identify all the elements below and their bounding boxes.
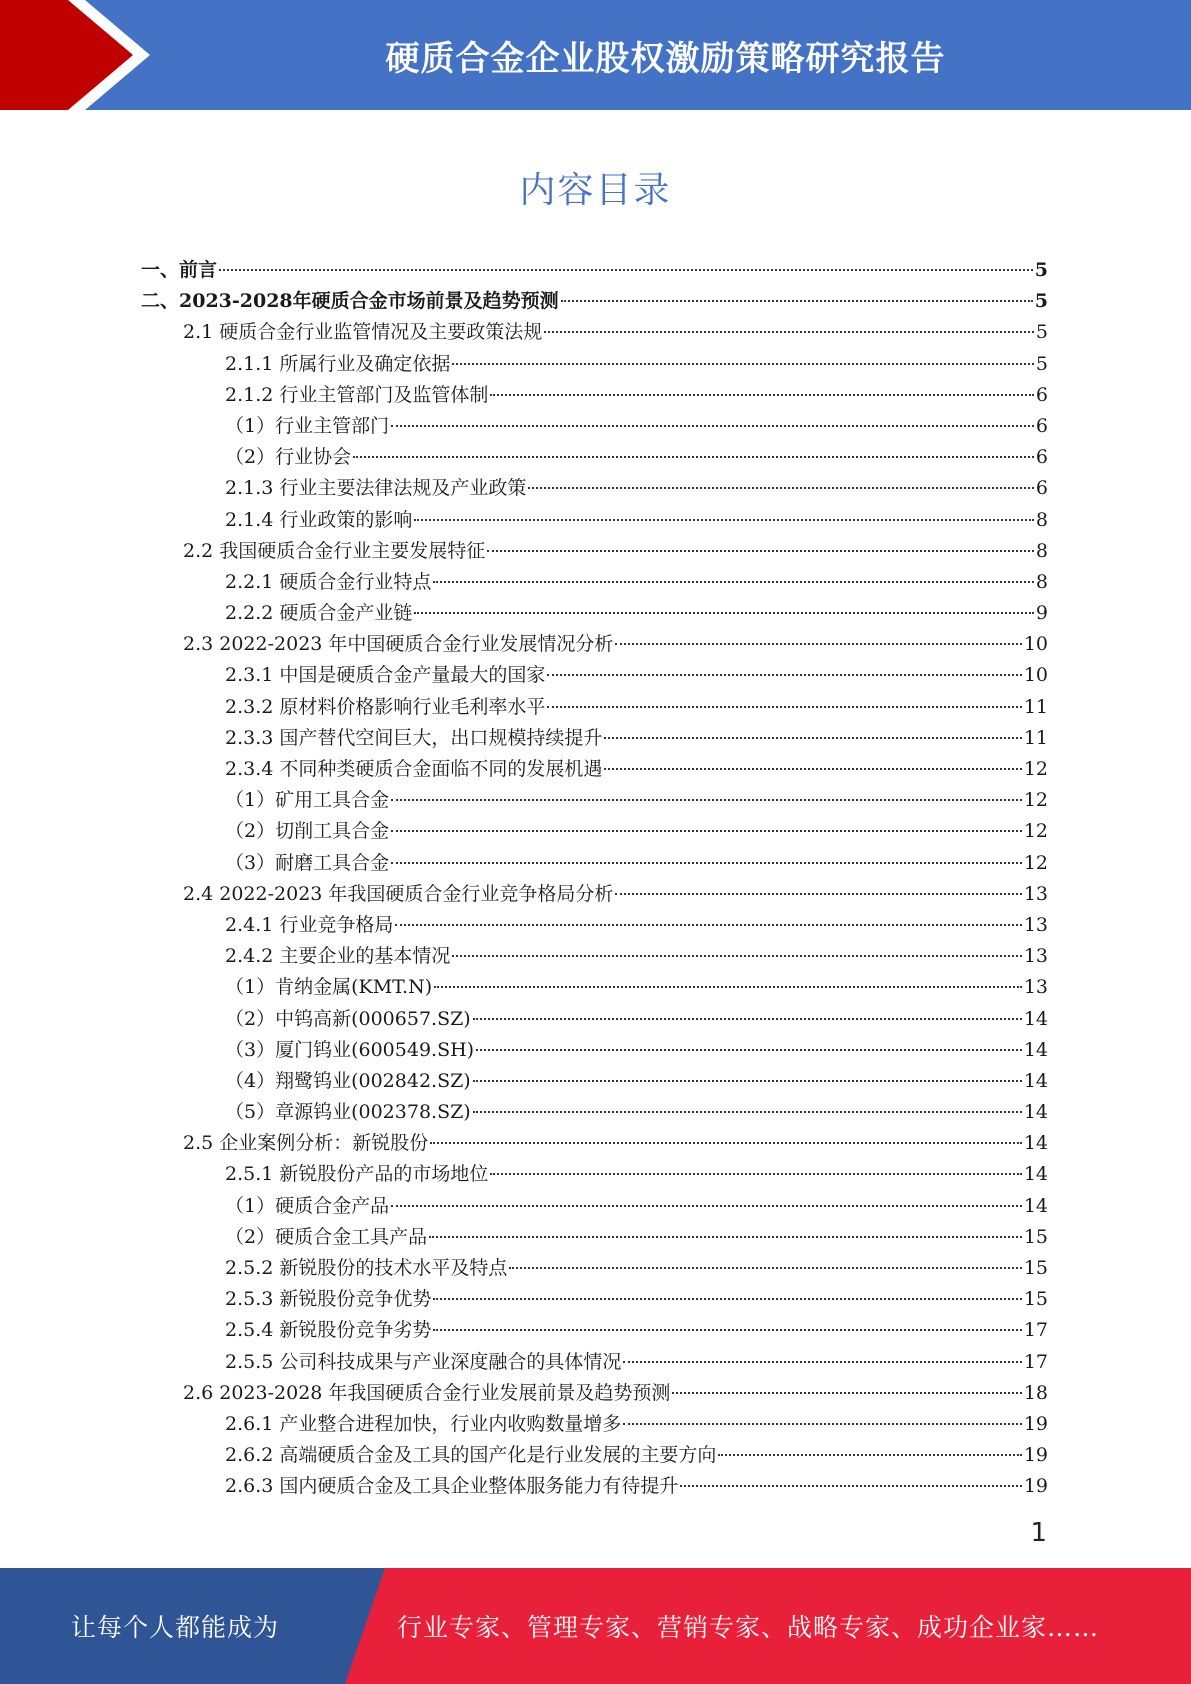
toc-entry[interactable]: [141, 910, 1048, 941]
toc-dot-leader: [615, 893, 1021, 895]
toc-entry-page: 9: [1035, 602, 1048, 625]
toc-entry-title: （4）翔鹭钨业(002842.SZ): [225, 1069, 471, 1092]
toc-dot-leader: [476, 1049, 1022, 1051]
toc-entry[interactable]: [141, 1035, 1048, 1066]
toc-entry-title: （5）章源钨业(002378.SZ): [225, 1101, 471, 1124]
toc-dot-leader: [353, 456, 1034, 458]
toc-entry[interactable]: [141, 660, 1048, 691]
toc-entry[interactable]: [141, 1253, 1048, 1284]
toc-dot-leader: [391, 862, 1022, 864]
toc-entry-title: 2.5.3 新锐股份竞争优势: [225, 1288, 432, 1311]
toc-entry[interactable]: [141, 598, 1048, 629]
toc-dot-leader: [672, 1392, 1021, 1394]
toc-dot-leader: [414, 612, 1034, 614]
page-number: 1: [1030, 1518, 1047, 1548]
toc-entry-title: 2.1.2 行业主管部门及监管体制: [225, 383, 489, 406]
toc-entry-page: 14: [1023, 1007, 1048, 1030]
toc-entry-page: 8: [1035, 508, 1048, 531]
toc-entry-title: 2.3.3 国产替代空间巨大，出口规模持续提升: [225, 726, 603, 749]
toc-entry-page: 5: [1034, 290, 1048, 313]
toc-dot-leader: [623, 1423, 1021, 1425]
toc-entry[interactable]: [141, 1004, 1048, 1035]
report-title: 硬质合金企业股权激励策略研究报告: [385, 38, 946, 79]
toc-entry-title: 2.3 2022-2023 年中国硬质合金行业发展情况分析: [183, 633, 614, 656]
toc-dot-leader: [395, 924, 1021, 926]
toc-dot-leader: [391, 425, 1034, 427]
toc-entry[interactable]: [141, 1128, 1048, 1159]
toc-entry[interactable]: [141, 1315, 1048, 1346]
toc-entry[interactable]: [141, 1222, 1048, 1253]
red-chevron-icon: [0, 0, 160, 110]
toc-entry[interactable]: [141, 255, 1048, 286]
toc-dot-leader: [452, 955, 1021, 957]
toc-entry[interactable]: [141, 1191, 1048, 1222]
toc-entry-title: 2.6.3 国内硬质合金及工具企业整体服务能力有待提升: [225, 1475, 679, 1498]
toc-entry[interactable]: [141, 1066, 1048, 1097]
toc-dot-leader: [604, 737, 1021, 739]
toc-entry-title: 2.4.1 行业竞争格局: [225, 913, 394, 936]
toc-entry[interactable]: [141, 629, 1048, 660]
toc-entry-page: 14: [1023, 1069, 1048, 1092]
toc-entry-page: 14: [1023, 1038, 1048, 1061]
toc-entry[interactable]: [141, 941, 1048, 972]
footer-slogan-left: 让每个人都能成为: [70, 1613, 279, 1642]
toc-entry-title: 2.3.2 原材料价格影响行业毛利率水平: [225, 695, 546, 718]
toc-entry[interactable]: [141, 442, 1048, 473]
footer-slogan-right: 行业专家、管理专家、营销专家、战略专家、成功企业家……: [396, 1613, 1099, 1642]
toc-entry-page: 12: [1023, 820, 1048, 843]
toc-entry[interactable]: [141, 1347, 1048, 1378]
toc-dot-leader: [561, 300, 1033, 302]
toc-dot-leader: [544, 331, 1034, 333]
toc-entry-page: 13: [1023, 913, 1048, 936]
toc-entry-page: 8: [1035, 570, 1048, 593]
toc-entry[interactable]: [141, 286, 1048, 317]
toc-entry[interactable]: [141, 785, 1048, 816]
toc-entry-title: （1）行业主管部门: [225, 414, 390, 437]
toc-dot-leader: [680, 1485, 1021, 1487]
toc-entry-title: （3）耐磨工具合金: [225, 851, 390, 874]
toc-dot-leader: [615, 643, 1021, 645]
toc-dot-leader: [391, 830, 1022, 832]
toc-dot-leader: [391, 799, 1022, 801]
toc-entry[interactable]: [141, 723, 1048, 754]
toc-entry-title: 2.1.1 所属行业及确定依据: [225, 352, 451, 375]
table-of-contents: [141, 255, 1048, 1503]
toc-entry-title: 2.5 企业案例分析：新锐股份: [183, 1132, 429, 1155]
toc-entry-page: 6: [1035, 477, 1048, 500]
toc-dot-leader: [487, 550, 1034, 552]
toc-entry-page: 5: [1035, 321, 1048, 344]
toc-entry-page: 14: [1023, 1101, 1048, 1124]
toc-entry-title: （2）硬质合金工具产品: [225, 1225, 428, 1248]
toc-dot-leader: [528, 487, 1034, 489]
toc-dot-leader: [452, 363, 1034, 365]
toc-entry-page: 5: [1034, 259, 1048, 281]
toc-entry[interactable]: [141, 317, 1048, 348]
toc-dot-leader: [604, 768, 1021, 770]
toc-entry[interactable]: [141, 754, 1048, 785]
toc-entry[interactable]: [141, 1378, 1048, 1409]
toc-dot-leader: [473, 1111, 1022, 1113]
toc-entry-title: 一、前言: [141, 259, 218, 281]
toc-entry-title: （1）肯纳金属(KMT.N): [225, 976, 433, 999]
toc-entry-title: 2.5.4 新锐股份竞争劣势: [225, 1319, 432, 1342]
toc-entry-title: （3）厦门钨业(600549.SH): [225, 1038, 475, 1061]
toc-entry[interactable]: [141, 1284, 1048, 1315]
toc-entry-title: 2.1 硬质合金行业监管情况及主要政策法规: [183, 321, 543, 344]
toc-entry-page: 12: [1023, 789, 1048, 812]
toc-entry-page: 15: [1023, 1225, 1048, 1248]
toc-entry-title: 2.2.2 硬质合金产业链: [225, 602, 413, 625]
toc-entry-page: 19: [1023, 1412, 1048, 1435]
toc-entry[interactable]: [141, 380, 1048, 411]
toc-dot-leader: [473, 1018, 1022, 1020]
page-footer: [0, 1568, 1191, 1684]
toc-dot-leader: [429, 1236, 1022, 1238]
toc-entry[interactable]: [141, 473, 1048, 504]
toc-entry-title: 2.6 2023-2028 年我国硬质合金行业发展前景及趋势预测: [183, 1381, 671, 1404]
toc-entry[interactable]: [141, 879, 1048, 910]
toc-entry-page: 6: [1035, 414, 1048, 437]
toc-dot-leader: [433, 1329, 1021, 1331]
toc-entry-page: 13: [1023, 882, 1048, 905]
toc-entry-page: 13: [1023, 945, 1048, 968]
toc-dot-leader: [623, 1361, 1021, 1363]
toc-dot-leader: [718, 1454, 1021, 1456]
toc-entry[interactable]: [141, 1097, 1048, 1128]
toc-dot-leader: [430, 1142, 1022, 1144]
toc-entry[interactable]: [141, 1159, 1048, 1190]
toc-entry-page: 14: [1023, 1194, 1048, 1217]
toc-dot-leader: [509, 1267, 1021, 1269]
toc-entry[interactable]: [141, 1440, 1048, 1471]
toc-entry-page: 15: [1023, 1257, 1048, 1279]
toc-dot-leader: [433, 1298, 1021, 1300]
toc-entry-page: 11: [1023, 695, 1048, 718]
toc-dot-leader: [473, 1080, 1022, 1082]
toc-entry-title: （1）硬质合金产品: [225, 1194, 390, 1217]
toc-entry[interactable]: [141, 505, 1048, 536]
toc-entry-title: 二、2023-2028年硬质合金市场前景及趋势预测: [141, 290, 559, 313]
toc-dot-leader: [433, 581, 1034, 583]
toc-entry-page: 12: [1023, 851, 1048, 874]
toc-entry-page: 19: [1023, 1444, 1048, 1467]
toc-entry-title: （2）行业协会: [225, 446, 352, 469]
toc-entry[interactable]: [141, 848, 1048, 879]
toc-entry-page: 17: [1023, 1319, 1048, 1342]
toc-entry-page: 6: [1035, 446, 1048, 469]
toc-entry-page: 11: [1023, 726, 1048, 749]
toc-entry-title: 2.3.4 不同种类硬质合金面临不同的发展机遇: [225, 758, 603, 780]
toc-dot-leader: [391, 1205, 1022, 1207]
toc-entry-page: 19: [1023, 1475, 1048, 1498]
toc-entry-title: 2.3.1 中国是硬质合金产量最大的国家: [225, 664, 546, 687]
toc-entry[interactable]: [141, 411, 1048, 442]
toc-entry-title: 2.6.2 高端硬质合金及工具的国产化是行业发展的主要方向: [225, 1444, 717, 1467]
toc-entry-title: 2.5.5 公司科技成果与产业深度融合的具体情况: [225, 1350, 622, 1373]
toc-entry-title: 2.5.1 新锐股份产品的市场地位: [225, 1163, 489, 1186]
page-header: [0, 0, 1191, 110]
toc-entry-title: （1）矿用工具合金: [225, 789, 390, 812]
toc-entry-title: 2.2.1 硬质合金行业特点: [225, 570, 432, 593]
toc-dot-leader: [490, 394, 1034, 396]
toc-entry-page: 10: [1023, 633, 1048, 656]
toc-entry-page: 12: [1023, 758, 1048, 780]
toc-entry-title: 2.5.2 新锐股份的技术水平及特点: [225, 1257, 508, 1279]
toc-entry-page: 5: [1035, 352, 1048, 375]
toc-entry-page: 13: [1023, 976, 1048, 999]
toc-heading: 内容目录: [519, 170, 672, 211]
toc-entry[interactable]: [141, 567, 1048, 598]
toc-dot-leader: [547, 706, 1021, 708]
toc-entry-title: 2.4 2022-2023 年我国硬质合金行业竞争格局分析: [183, 882, 614, 905]
toc-entry-title: 2.1.3 行业主要法律法规及产业政策: [225, 477, 527, 500]
toc-entry-page: 14: [1023, 1163, 1048, 1186]
toc-entry-page: 14: [1023, 1132, 1048, 1155]
toc-entry[interactable]: [141, 1409, 1048, 1440]
toc-entry-page: 8: [1035, 539, 1048, 562]
toc-entry-title: （2）中钨高新(000657.SZ): [225, 1007, 471, 1030]
toc-entry-page: 17: [1023, 1350, 1048, 1373]
toc-entry-page: 6: [1035, 383, 1048, 406]
toc-dot-leader: [219, 269, 1033, 271]
toc-dot-leader: [547, 674, 1021, 676]
toc-entry-title: （2）切削工具合金: [225, 820, 390, 843]
toc-entry-title: 2.6.1 产业整合进程加快，行业内收购数量增多: [225, 1412, 622, 1435]
toc-entry-title: 2.1.4 行业政策的影响: [225, 508, 413, 531]
toc-entry[interactable]: [141, 536, 1048, 567]
toc-entry[interactable]: [141, 1471, 1048, 1502]
toc-entry[interactable]: [141, 972, 1048, 1003]
toc-dot-leader: [490, 1173, 1021, 1175]
toc-entry-page: 15: [1023, 1288, 1048, 1311]
toc-entry-page: 18: [1023, 1381, 1048, 1404]
toc-entry-title: 2.2 我国硬质合金行业主要发展特征: [183, 539, 486, 562]
toc-entry[interactable]: [141, 349, 1048, 380]
toc-entry[interactable]: [141, 816, 1048, 847]
toc-dot-leader: [414, 519, 1034, 521]
toc-entry-page: 10: [1023, 664, 1048, 687]
toc-entry[interactable]: [141, 692, 1048, 723]
toc-entry-title: 2.4.2 主要企业的基本情况: [225, 945, 451, 968]
toc-dot-leader: [434, 986, 1022, 988]
